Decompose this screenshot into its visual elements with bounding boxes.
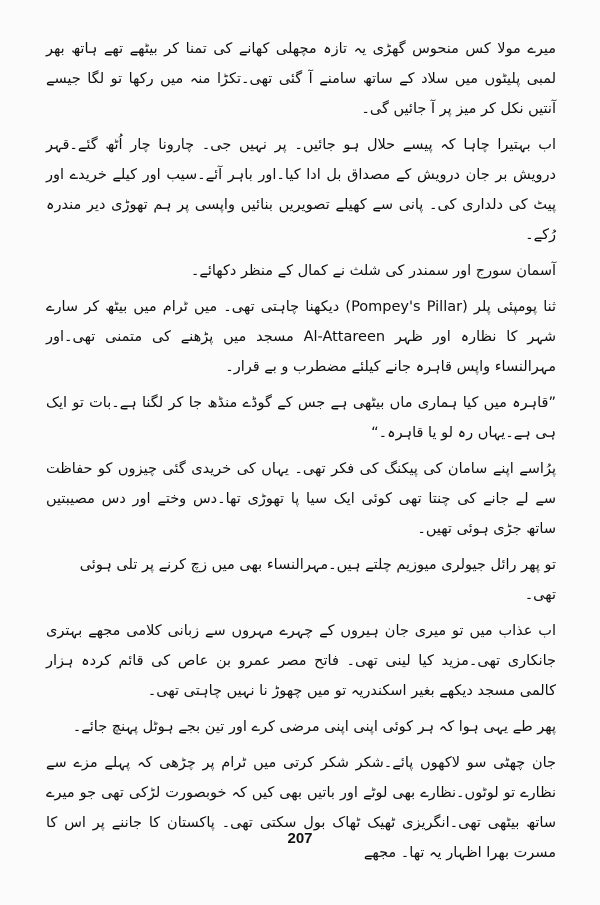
paragraph: ثنا پومپئی پلر (Pompey's Pillar) دیکھنا چاہتی تھی۔ میں ٹرام میں بیٹھ کر سارے شہر کا نظارہ اور ظہر Al-Attareen مسجد میں پڑھنے کی متمنی تھی۔اور مہرالنساء واپس قاہرہ جانے کیلئے مضطرب و بے قرار۔ [46, 299, 557, 375]
paragraph: میرے مولا کس منحوس گھڑی یہ تازہ مچھلی کھانے کی تمنا کر بیٹھے تھے ہاتھ بھر لمبی پلیٹوں میں سلاد کے ساتھ سامنے آ گئی تھی۔تکڑا منہ میں رکھا تو لگا جیسے آنتیں نکل کر میز پر آ جائیں گی۔ [46, 41, 556, 117]
paragraph: اب بہتیرا چاہا کہ پیسے حلال ہو جائیں۔ پر نہیں جی۔ چارونا چار اُٹھ گئے۔قہر درویش بر جان درویش کے مصداق بل ادا کیا۔اور باہر آئے۔سیب اور کیلے خریدے اور پیٹ کی دلداری کی۔ پانی سے کھیلے تصویریں بنائیں واپسی پر ہم تھوڑی دیر مندرہ رُکے۔ [46, 137, 556, 243]
paragraph: اب عذاب میں تو میری جان ہیروں کے چہرے مہروں سے زبانی کلامی مجھے بہتری جانکاری تھی۔مزید کیا لینی تھی۔ فاتح مصر عمرو بن عاص کی قائم کردہ ہزار کالمی مسجد دیکھے بغیر اسکندریہ تو میں چھوڑ نا نہیں چاہتی تھی۔ [46, 623, 556, 699]
paragraph: جان چھٹی سو لاکھوں پائے۔شکر شکر کرتی میں ٹرام پر چڑھی کہ پہلے مزے سے نظارے تو لوٹوں۔نظارے بھی لوٹے اور باتیں بھی کیں کہ خوبصورت لڑکی تھی جو میرے ساتھ بیٹھی تھی۔انگریزی ٹھیک ٹھاک بول سکتی تھی۔ پاکستان کا جاننے پر اس کا مسرت بھرا اظہار یہ تھا۔ مجھے [46, 755, 556, 861]
paragraph: تو پھر رائل جیولری میوزیم چلتے ہیں۔مہرالنساء بھی میں زچ کرنے پر تلی ہوئی تھی۔ [79, 557, 556, 603]
paragraph: پھر طے یہی ہوا کہ ہر کوئی اپنی اپنی مرضی کرے اور تین بجے ہوٹل پہنچ جائے۔ [72, 719, 556, 735]
quote-paragraph: ”قاہرہ میں کیا ہماری ماں بیٹھی ہے جس کے گوڈے منڈھ جا کر لگنا ہے۔بات تو ایک ہی ہے۔یہاں رہ لو یا قاہرہ۔“ [46, 395, 556, 441]
body-text [46, 34, 556, 874]
paragraph: آسمان سورج اور سمندر کی شلث نے کمال کے منظر دکھائے۔ [190, 263, 556, 279]
page-number: 207 [287, 830, 313, 847]
paragraph: پرُاسے اپنے سامان کی پیکنگ کی فکر تھی۔ یہاں کی خریدی گئی چیزوں کو حفاظت سے لے جانے کی چنتا تھی کوئی ایک سیا پا تھوڑی تھا۔دس وختے اور دس مصیبتیں ساتھ جڑی ہوئی تھیں۔ [46, 461, 556, 537]
